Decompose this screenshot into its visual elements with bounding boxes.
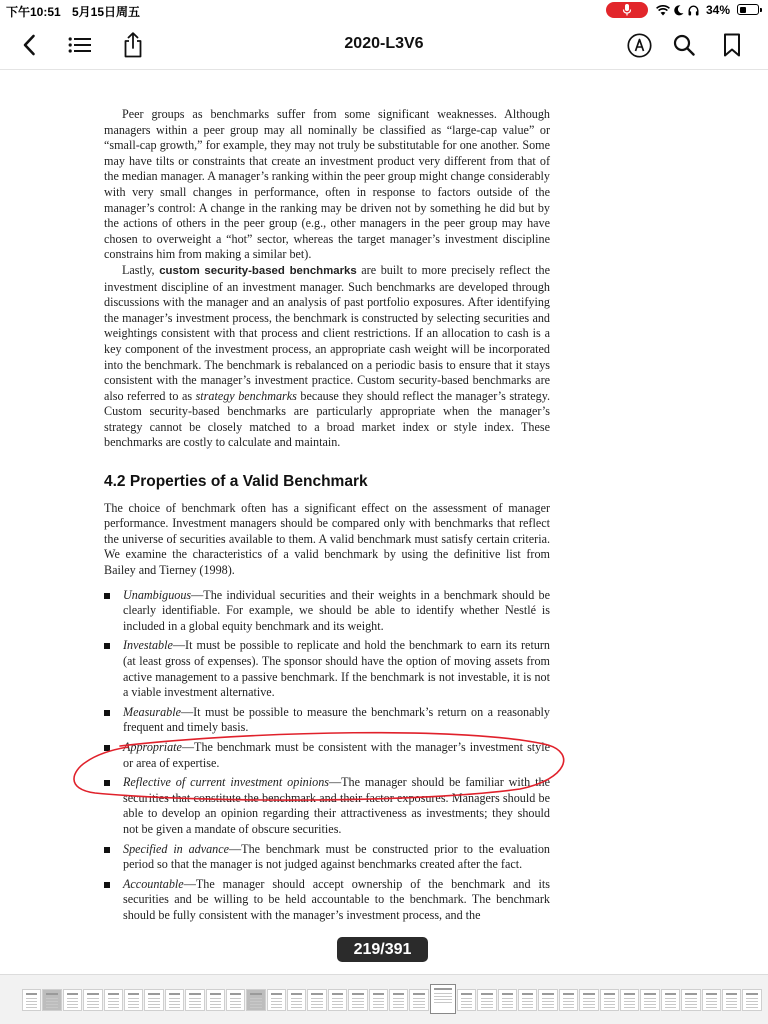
wifi-icon (656, 5, 670, 16)
reader-toolbar (0, 20, 768, 70)
status-date: 5月15日周五 (72, 5, 141, 19)
page-thumbnail[interactable] (307, 989, 326, 1011)
search-icon (673, 34, 695, 56)
annotate-icon (627, 33, 652, 58)
page-indicator: 219/391 (337, 937, 428, 962)
page-thumbnail[interactable] (124, 989, 143, 1011)
page-thumbnail[interactable] (559, 989, 578, 1011)
section-heading: 4.2 Properties of a Valid Benchmark (104, 473, 368, 491)
document-page[interactable] (0, 71, 768, 971)
page-thumbnail[interactable] (369, 989, 388, 1011)
page-thumbnail[interactable] (538, 989, 557, 1011)
page-thumbnail[interactable] (206, 989, 225, 1011)
page-thumbnail[interactable] (226, 989, 245, 1011)
bookmark-button[interactable] (719, 32, 745, 58)
page-thumbnail[interactable] (246, 989, 265, 1011)
bullet-marker (104, 710, 110, 716)
list-item: Accountable—The manager should accept ownership of the benchmark and its securities and be willing to be held accountable to the benchmark. The benchmark should be fully consistent with the manager’s investment process, and the (104, 877, 550, 924)
paragraph-valid-benchmark-intro: The choice of benchmark often has a significant effect on the assessment of manager performance. Investment managers should be compared only with benchmarks that reflect the universe of securities available to them. A valid benchmark must satisfy certain criteria. We examine the characteristics of a valid benchmark by using the definitive list from Bailey and Tierney (1998). (104, 500, 550, 578)
page-thumbnail[interactable] (681, 989, 700, 1011)
page-thumbnail[interactable] (640, 989, 659, 1011)
list-item: Unambiguous—The individual securities and their weights in a benchmark should be clearly identifiable. For example, we should be able to identify whether Nestlé is included in a global equity benchmark and its weight. (104, 588, 550, 635)
bullet-marker (104, 643, 110, 649)
bookmark-icon (723, 33, 741, 57)
page-thumbnail[interactable] (42, 989, 61, 1011)
microphone-indicator (606, 2, 648, 18)
page-thumbnail[interactable] (702, 989, 721, 1011)
paragraph-custom-benchmarks: Lastly, custom security-based benchmarks are built to more precisely reflect the investment discipline of an investment manager. Such benchmarks are developed through discussions with the manager and an analysis of past portfolio exposures. After identifying the manager’s investment process, the benchmark is constructed by selecting securities and weightings consistent with that process and client restrictions. If an allocation to cash is a key component of the investment process, an appropriate cash weight will be incorporated into the benchmark. The benchmark is rebalanced on a periodic basis to ensure that it stays consistent with the manager’s investment practice. Custom security-based benchmarks are also referred to as strategy benchmarks because they should reflect the manager’s strategy. Custom security-based benchmarks are particularly appropriate when the manager’s strategy cannot be closely matched to a broad market index or style index. These benchmarks are costly to calculate and maintain. (104, 262, 551, 450)
microphone-icon (622, 4, 632, 16)
page-content (104, 107, 550, 928)
battery-fill (740, 7, 746, 13)
status-time: 下午10:51 (6, 5, 61, 19)
page-thumbnail[interactable] (742, 989, 761, 1011)
bullet-marker (104, 593, 110, 599)
page-thumbnail[interactable] (409, 989, 428, 1011)
term-strategy-benchmarks: strategy benchmarks (195, 388, 297, 403)
page-thumbnail[interactable] (661, 989, 680, 1011)
document-title: 2020-L3V6 (344, 35, 424, 52)
page-thumbnail[interactable] (165, 989, 184, 1011)
page-thumbnail[interactable] (518, 989, 537, 1011)
page-thumbnail[interactable] (348, 989, 367, 1011)
bullet-marker (104, 882, 110, 888)
bullet-marker (104, 780, 110, 786)
page-thumbnail[interactable] (498, 989, 517, 1011)
benchmark-properties-list (104, 588, 550, 924)
list-item: Appropriate—The benchmark must be consistent with the manager’s investment style or area of expertise. (104, 740, 550, 771)
page-thumbnail[interactable] (267, 989, 286, 1011)
annotate-button[interactable] (626, 32, 652, 58)
status-icons (656, 2, 699, 18)
list-item: Measurable—It must be possible to measure the benchmark’s return on a reasonably frequent and timely basis. (104, 705, 550, 736)
battery-icon (737, 4, 759, 15)
page-thumbnail[interactable] (477, 989, 496, 1011)
page-thumbnail[interactable] (579, 989, 598, 1011)
page-thumbnail[interactable] (722, 989, 741, 1011)
page-thumbnail[interactable] (287, 989, 306, 1011)
page-thumbnail[interactable] (620, 989, 639, 1011)
battery-percentage: 34% (706, 3, 731, 17)
thumbnail-track (22, 989, 762, 1014)
status-bar (0, 0, 768, 20)
page-thumbnail[interactable] (144, 989, 163, 1011)
list-item: Specified in advance—The benchmark must be constructed prior to the evaluation period so that the manager is not judged against benchmarks created after the fact. (104, 842, 550, 873)
list-item: Reflective of current investment opinions—The manager should be familiar with the securities that constitute the benchmark and their factor exposures. Managers should be able to develop an opinion regarding their attractiveness as investments; they should not be given a mandate of obscure securities. (104, 775, 550, 837)
term-custom-security-based-benchmarks: custom security-based benchmarks (159, 264, 357, 277)
page-thumbnail[interactable] (457, 989, 476, 1011)
page-thumbnail[interactable] (63, 989, 82, 1011)
page-thumbnail[interactable] (600, 989, 619, 1011)
list-item: Investable—It must be possible to replicate and hold the benchmark to earn its return (at least gross of expenses). The sponsor should have the option of moving assets from active management to a passive benchmark. If the benchmark is not investable, it is not a viable investment alternative. (104, 638, 550, 700)
page-thumbnail[interactable] (83, 989, 102, 1011)
current-page-thumbnail[interactable] (430, 984, 456, 1014)
bullet-marker (104, 847, 110, 853)
search-button[interactable] (671, 32, 697, 58)
moon-icon (674, 5, 684, 16)
page-thumbnail[interactable] (22, 989, 41, 1011)
page-thumbnail[interactable] (389, 989, 408, 1011)
headphones-icon (688, 5, 699, 16)
page-thumbnail-strip[interactable] (0, 974, 768, 1024)
page-thumbnail[interactable] (185, 989, 204, 1011)
paragraph-peer-groups: Peer groups as benchmarks suffer from some significant weaknesses. Although managers within a peer group may all nominally be classified as “large-cap value” or “small-cap growth,” for example, they may not truly be substitutable for one another. Some may have tilts or constraints that create an investment product very different from that of the median manager. A manager’s ranking within the peer group might change considerably with very small changes in performance, often in response to factors outside of the manager’s control: A change in the ranking may be driven not by something he did but by the actions of others in the peer group (e.g., other managers in the peer group may have chosen to overweight a “hot” sector, whereas the target manager’s investment discipline constrains him from making a similar bet). (104, 107, 550, 262)
page-thumbnail[interactable] (104, 989, 123, 1011)
page-thumbnail[interactable] (328, 989, 347, 1011)
bullet-marker (104, 745, 110, 751)
